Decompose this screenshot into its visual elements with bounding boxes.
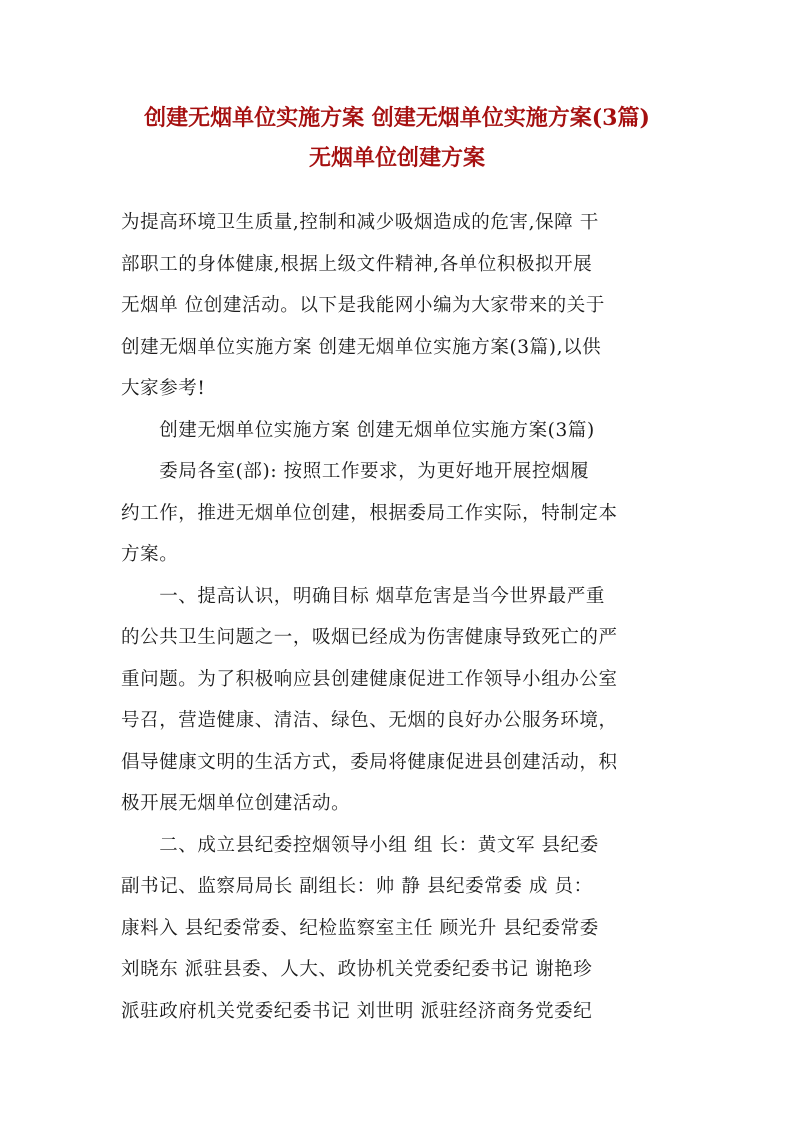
body-line: 倡导健康文明的生活方式，委局将健康促进县创建活动，积 — [121, 751, 618, 773]
body-line: 部职工的身体健康,根据上级文件精神,各单位积极拟开展 — [121, 253, 593, 275]
title-line-2: 无烟单位创建方案 — [308, 145, 485, 171]
body-line: 二、成立县纪委控烟领导小组 组 长：黄文军 县纪委 — [121, 834, 599, 856]
body-line: 为提高环境卫生质量,控制和减少吸烟造成的危害,保障 干 — [121, 212, 599, 233]
body-line: 刘晓东 派驻县委、人大、政协机关党委纪委书记 谢艳珍 — [121, 959, 593, 980]
body-line: 重问题。为了积极响应县创建健康促进工作领导小组办公室 — [121, 668, 618, 690]
document-title — [0, 98, 794, 178]
document-body — [121, 202, 677, 1032]
body-line: 无烟单 位创建活动。以下是我能网小编为大家带来的关于 — [121, 295, 605, 316]
body-line: 副书记、监察局局长 副组长：帅 静 县纪委常委 成 员： — [121, 876, 593, 897]
title-line-1: 创建无烟单位实施方案 创建无烟单位实施方案(3篇) — [144, 105, 650, 131]
body-line: 创建无烟单位实施方案 创建无烟单位实施方案(3篇),以供 — [121, 336, 602, 358]
body-line: 方案。 — [121, 544, 179, 565]
body-line: 派驻政府机关党委纪委书记 刘世明 派驻经济商务党委纪 — [121, 1000, 593, 1022]
body-line: 极开展无烟单位创建活动。 — [121, 793, 351, 814]
body-line: 的公共卫生问题之一，吸烟已经成为伤害健康导致死亡的严 — [121, 627, 618, 648]
body-line: 约工作，推进无烟单位创建，根据委局工作实际，特制定本 — [121, 502, 618, 524]
body-line: 一、提高认识，明确目标 烟草危害是当今世界最严重 — [121, 585, 605, 607]
body-line: 委局各室(部): 按照工作要求，为更好地开展控烟履 — [121, 461, 590, 482]
body-line: 号召，营造健康、清洁、绿色、无烟的良好办公服务环境， — [121, 710, 618, 731]
body-line: 创建无烟单位实施方案 创建无烟单位实施方案(3篇) — [121, 419, 595, 441]
body-line: 大家参考! — [121, 378, 206, 399]
body-line: 康料入 县纪委常委、纪检监察室主任 顾光升 县纪委常委 — [121, 917, 599, 939]
